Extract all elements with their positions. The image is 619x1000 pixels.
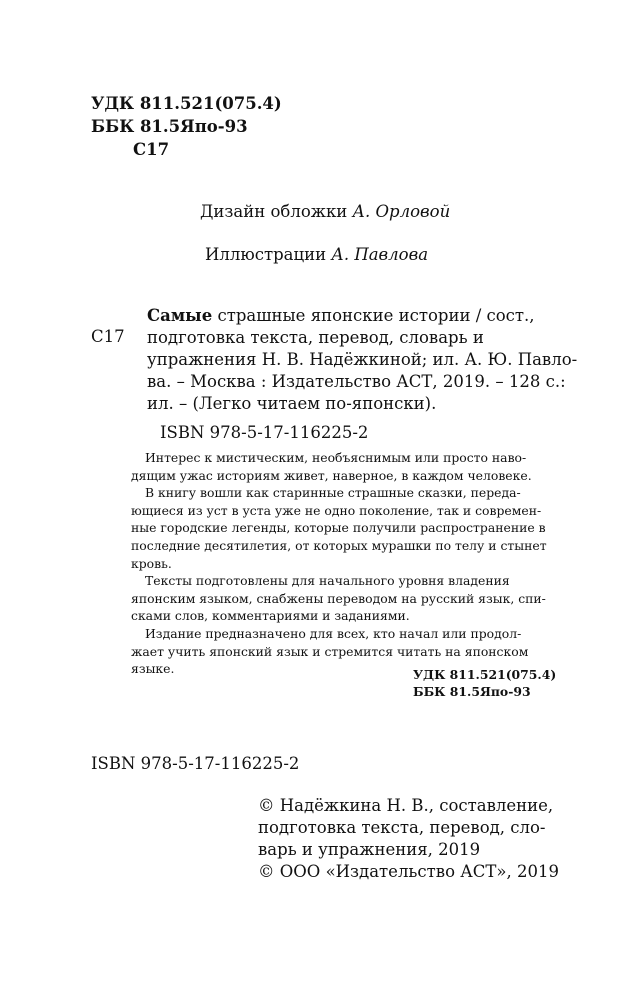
small-classification-codes [413, 666, 556, 700]
copyright-block [258, 795, 559, 883]
annotation-line: японским языком, снабжены переводом на русский язык, спи- [131, 590, 546, 606]
bibliographic-record [147, 305, 578, 415]
annotation-line: В книгу вошли как старинные страшные сказки, переда- [145, 485, 521, 501]
cover-design-label: Дизайн обложки [200, 202, 348, 221]
isbn-bottom: ISBN 978-5-17-116225-2 [91, 754, 300, 773]
illustrator-name: А. Павлова [331, 245, 429, 264]
annotation [131, 449, 548, 678]
annotation-line: ющиеся из уст в уста уже не одно поколение, так и современ- [131, 502, 542, 518]
annotation-line: языке. [131, 661, 175, 677]
cover-designer-name: А. Орловой [352, 202, 451, 221]
annotation-line: Тексты подготовлены для начального уровня владения [145, 573, 510, 589]
copyright-line: подготовка текста, перевод, сло- [258, 818, 546, 837]
illustrations-label: Иллюстрации [205, 245, 327, 264]
annotation-line: дящим ужас историям живет, наверное, в каждом человеке. [131, 467, 532, 483]
bib-line-5: ил. – (Легко читаем по-японски). [147, 394, 437, 413]
bbk-code: ББК 81.5Япо-93 [91, 117, 248, 136]
copyright-line: варь и упражнения, 2019 [258, 840, 481, 859]
copyright-line: © Надёжкина Н. В., составление, [258, 796, 554, 815]
annotation-line: Интерес к мистическим, необъяснимым или просто наво- [145, 450, 527, 465]
annotation-line: Издание предназначено для всех, кто начал или продол- [145, 625, 522, 641]
annotation-line: сками слов, комментариями и заданиями. [131, 608, 410, 624]
bib-author-mark: С17 [91, 327, 125, 346]
author-mark: С17 [133, 140, 170, 159]
bib-title-word: Самые [147, 306, 213, 325]
small-bbk-code: ББК 81.5Япо-93 [413, 684, 531, 699]
udk-code: УДК 811.521(075.4) [91, 94, 282, 113]
cover-design-credit [200, 202, 450, 221]
bib-line-1-rest: страшные японские истории / сост., [212, 306, 535, 325]
illustrations-credit [205, 245, 428, 264]
bib-isbn: ISBN 978-5-17-116225-2 [160, 423, 369, 442]
bib-line-3: упражнения Н. В. Надёжкиной; ил. А. Ю. Павло- [147, 350, 578, 369]
bib-line-2: подготовка текста, перевод, словарь и [147, 328, 484, 347]
annotation-line: ные городские легенды, которые получили распространение в [131, 520, 546, 536]
annotation-line: жает учить японский язык и стремится читать на японском [131, 643, 529, 659]
bib-line-4: ва. – Москва : Издательство АСТ, 2019. – 128 с.: [147, 372, 566, 391]
annotation-line: кровь. [131, 555, 172, 571]
bib-line-1 [147, 305, 545, 327]
copyright-line: © ООО «Издательство АСТ», 2019 [258, 862, 559, 881]
small-udk-code: УДК 811.521(075.4) [413, 667, 557, 682]
annotation-line: последние десятилетия, от которых мурашки по телу и стынет [131, 537, 547, 553]
